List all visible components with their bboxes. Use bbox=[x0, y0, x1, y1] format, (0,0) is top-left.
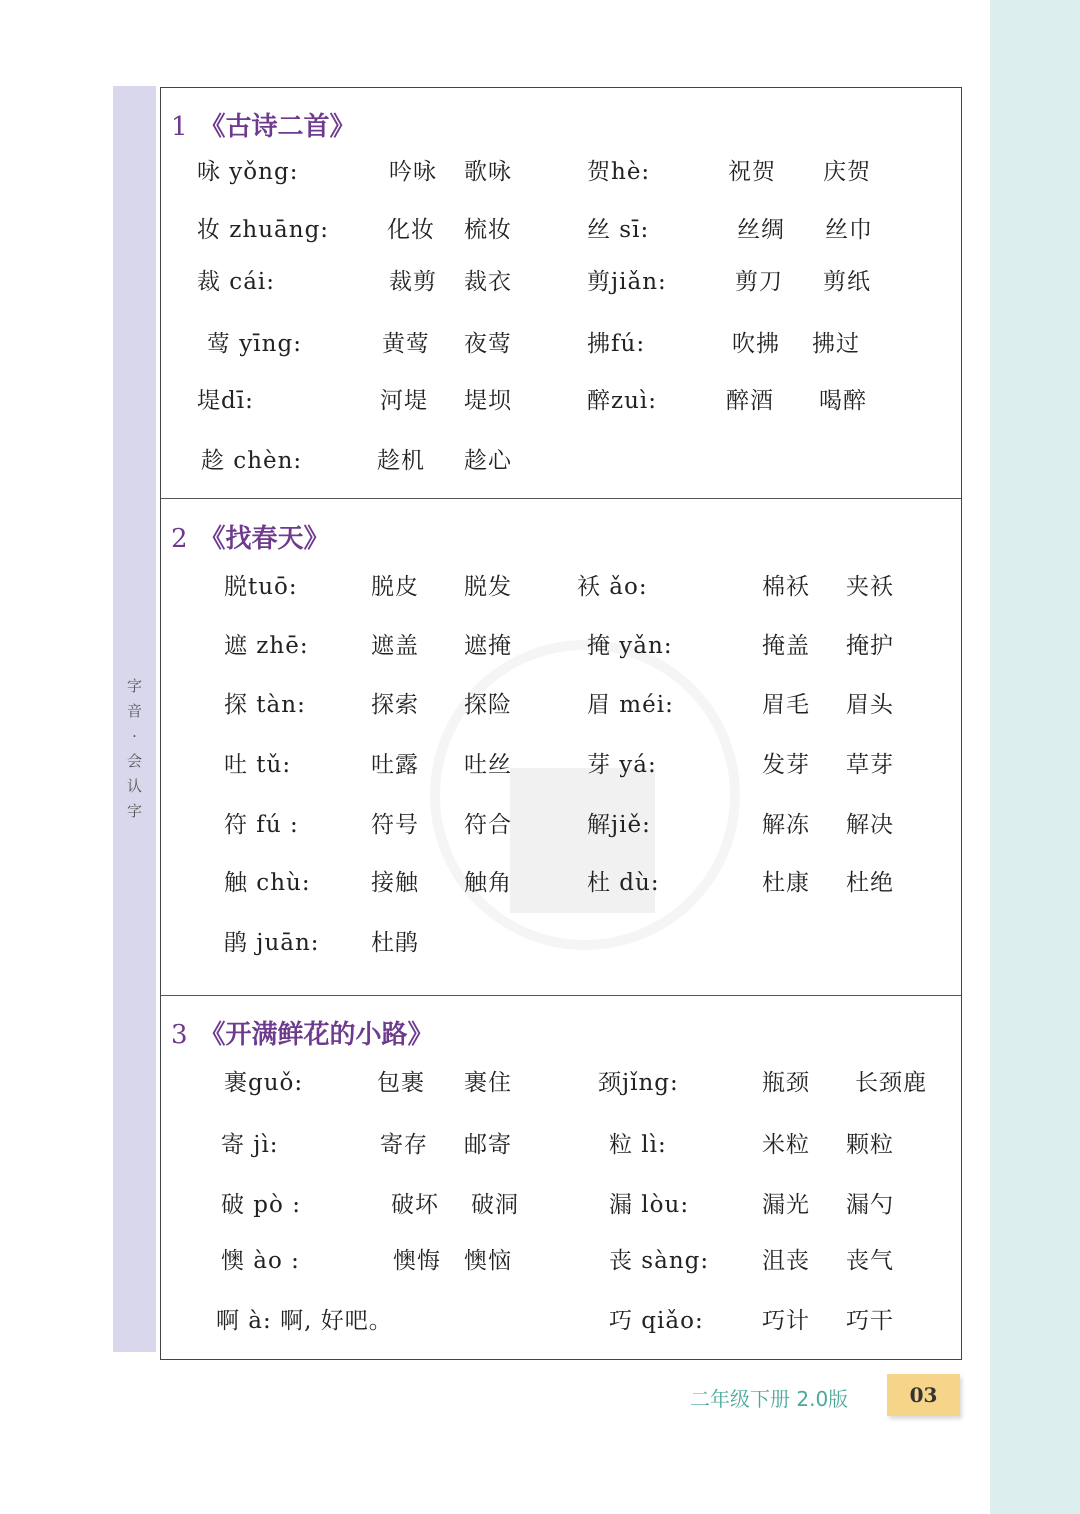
vocab-entry: 咏 yǒng: bbox=[197, 159, 299, 185]
vocab-word: 接触 bbox=[371, 870, 419, 896]
vocab-entry: 懊 ào : bbox=[221, 1248, 300, 1274]
vocab-word: 梳妆 bbox=[464, 217, 512, 243]
side-tab-label bbox=[113, 674, 156, 824]
vocab-word: 拂过 bbox=[812, 331, 860, 357]
vocab-word: 包裹 bbox=[377, 1070, 425, 1096]
vocab-word: 夜莺 bbox=[464, 331, 512, 357]
vocab-word: 黄莺 bbox=[382, 331, 430, 357]
vocab-word: 长颈鹿 bbox=[855, 1070, 927, 1096]
section-2-title bbox=[171, 518, 330, 555]
vocab-entry: 妆 zhuāng: bbox=[197, 217, 330, 243]
vocab-word: 遮掩 bbox=[464, 633, 512, 659]
vocab-entry: 探 tàn: bbox=[224, 692, 306, 718]
vocab-word: 沮丧 bbox=[762, 1248, 810, 1274]
vocab-word: 喝醉 bbox=[819, 388, 867, 414]
vocab-word: 解决 bbox=[846, 812, 894, 838]
vocab-panel bbox=[160, 87, 962, 1360]
vocab-entry: 脱tuō: bbox=[224, 574, 298, 600]
vocab-entry: 堤dī: bbox=[197, 388, 254, 414]
vocab-entry: 眉 méi: bbox=[587, 692, 674, 718]
vocab-word: 歌咏 bbox=[464, 159, 512, 185]
vocab-entry: 巧 qiǎo: bbox=[609, 1308, 704, 1334]
side-tab-char: 字 bbox=[126, 677, 142, 695]
vocab-word: 裹住 bbox=[464, 1070, 512, 1096]
vocab-entry: 巧干 bbox=[846, 1308, 894, 1334]
vocab-word: 剪刀 bbox=[735, 269, 783, 295]
vocab-word: 杜康 bbox=[762, 870, 810, 896]
vocab-word: 剪纸 bbox=[823, 269, 871, 295]
vocab-word: 丝绸 bbox=[737, 217, 785, 243]
side-tab-char: 音 bbox=[126, 702, 142, 720]
vocab-entry: 符 fú : bbox=[224, 812, 299, 838]
vocab-word: 祝贺 bbox=[728, 159, 776, 185]
vocab-word: 醉酒 bbox=[726, 388, 774, 414]
section-divider bbox=[161, 498, 961, 499]
vocab-word: 符号 bbox=[371, 812, 419, 838]
vocab-entry: 丝 sī: bbox=[587, 217, 650, 243]
vocab-word: 脱皮 bbox=[371, 574, 419, 600]
section-title-text: 《古诗二首》 bbox=[199, 112, 356, 142]
section-number: 3 bbox=[171, 1020, 188, 1050]
side-tab-char: · bbox=[132, 727, 137, 745]
vocab-word: 丝巾 bbox=[825, 217, 873, 243]
vocab-entry: 寄 jì: bbox=[221, 1132, 279, 1158]
vocab-word: 吹拂 bbox=[732, 331, 780, 357]
side-tab-char: 会 bbox=[126, 752, 142, 770]
vocab-word: 颗粒 bbox=[846, 1132, 894, 1158]
vocab-entry: 颈jǐng: bbox=[598, 1070, 679, 1096]
vocab-word: 脱发 bbox=[464, 574, 512, 600]
vocab-entry: 裁 cái: bbox=[197, 269, 276, 295]
vocab-entry: 醉zuì: bbox=[587, 388, 658, 414]
vocab-word: 杜鹃 bbox=[371, 930, 419, 956]
vocab-word: 杜绝 bbox=[846, 870, 894, 896]
vocab-word: 棉袄 bbox=[762, 574, 810, 600]
vocab-word: 寄存 bbox=[380, 1132, 428, 1158]
section-divider bbox=[161, 995, 961, 996]
vocab-word: 懊悔 bbox=[393, 1248, 441, 1274]
vocab-word: 邮寄 bbox=[464, 1132, 512, 1158]
section-1-title bbox=[171, 106, 356, 143]
vocab-entry: 遮 zhē: bbox=[224, 633, 309, 659]
vocab-word: 趁心 bbox=[464, 448, 512, 474]
vocab-word: 眉头 bbox=[846, 692, 894, 718]
side-tab-char: 认 bbox=[126, 777, 142, 795]
vocab-entry: 趁 chèn: bbox=[201, 448, 303, 474]
section-3-title bbox=[171, 1014, 434, 1051]
vocab-entry: 触 chù: bbox=[224, 870, 311, 896]
vocab-word: 符合 bbox=[464, 812, 512, 838]
right-margin-strip bbox=[990, 0, 1080, 1514]
vocab-entry: 啊 à: 啊, 好吧。 bbox=[216, 1308, 393, 1334]
vocab-word: 破洞 bbox=[471, 1192, 519, 1218]
vocab-word: 米粒 bbox=[762, 1132, 810, 1158]
vocab-entry: 漏 lòu: bbox=[609, 1192, 690, 1218]
vocab-word: 吐露 bbox=[371, 752, 419, 778]
vocab-entry: 剪jiǎn: bbox=[587, 269, 667, 295]
vocab-entry: 杜 dù: bbox=[587, 870, 660, 896]
side-tab-char: 字 bbox=[126, 802, 142, 820]
section-number: 2 bbox=[171, 524, 188, 554]
vocab-word: 掩护 bbox=[846, 633, 894, 659]
vocab-word: 漏光 bbox=[762, 1192, 810, 1218]
vocab-entry: 贺hè: bbox=[587, 159, 651, 185]
vocab-word: 化妆 bbox=[387, 217, 435, 243]
vocab-word: 丧气 bbox=[846, 1248, 894, 1274]
vocab-word: 解冻 bbox=[762, 812, 810, 838]
vocab-word: 掩盖 bbox=[762, 633, 810, 659]
vocab-entry: 解jiě: bbox=[587, 812, 651, 838]
vocab-word: 草芽 bbox=[846, 752, 894, 778]
vocab-entry: 拂fú: bbox=[587, 331, 646, 357]
vocab-word: 发芽 bbox=[762, 752, 810, 778]
vocab-entry: 丧 sàng: bbox=[609, 1248, 710, 1274]
vocab-word: 眉毛 bbox=[762, 692, 810, 718]
vocab-word: 破坏 bbox=[391, 1192, 439, 1218]
vocab-word: 吐丝 bbox=[464, 752, 512, 778]
section-number: 1 bbox=[171, 112, 188, 142]
vocab-word: 趁机 bbox=[377, 448, 425, 474]
vocab-word: 河堤 bbox=[380, 388, 428, 414]
vocab-entry: 莺 yīng: bbox=[207, 331, 302, 357]
vocab-word: 探索 bbox=[371, 692, 419, 718]
vocab-entry: 鹃 juān: bbox=[224, 930, 320, 956]
section-title-text: 《找春天》 bbox=[199, 524, 330, 554]
vocab-word: 探险 bbox=[464, 692, 512, 718]
vocab-word: 遮盖 bbox=[371, 633, 419, 659]
vocab-entry: 粒 lì: bbox=[609, 1132, 667, 1158]
page-number: 03 bbox=[887, 1374, 960, 1416]
vocab-word: 巧计 bbox=[762, 1308, 810, 1334]
vocab-word: 夹袄 bbox=[846, 574, 894, 600]
vocab-word: 堤坝 bbox=[464, 388, 512, 414]
vocab-word: 裁衣 bbox=[464, 269, 512, 295]
vocab-word: 懊恼 bbox=[464, 1248, 512, 1274]
section-title-text: 《开满鲜花的小路》 bbox=[199, 1020, 434, 1050]
vocab-word: 庆贺 bbox=[823, 159, 871, 185]
vocab-entry: 袄 ǎo: bbox=[577, 574, 648, 600]
vocab-word: 触角 bbox=[464, 870, 512, 896]
book-edition-label: 二年级下册 2.0版 bbox=[690, 1387, 849, 1411]
vocab-word: 瓶颈 bbox=[762, 1070, 810, 1096]
vocab-word: 吟咏 bbox=[389, 159, 437, 185]
side-tab bbox=[113, 86, 156, 1352]
vocab-entry: 吐 tǔ: bbox=[224, 752, 292, 778]
vocab-entry: 裹guǒ: bbox=[224, 1070, 304, 1096]
vocab-entry: 掩 yǎn: bbox=[587, 633, 673, 659]
vocab-entry: 破 pò : bbox=[221, 1192, 301, 1218]
vocab-word: 裁剪 bbox=[389, 269, 437, 295]
vocab-word: 漏勺 bbox=[846, 1192, 894, 1218]
vocab-entry: 芽 yá: bbox=[587, 752, 657, 778]
